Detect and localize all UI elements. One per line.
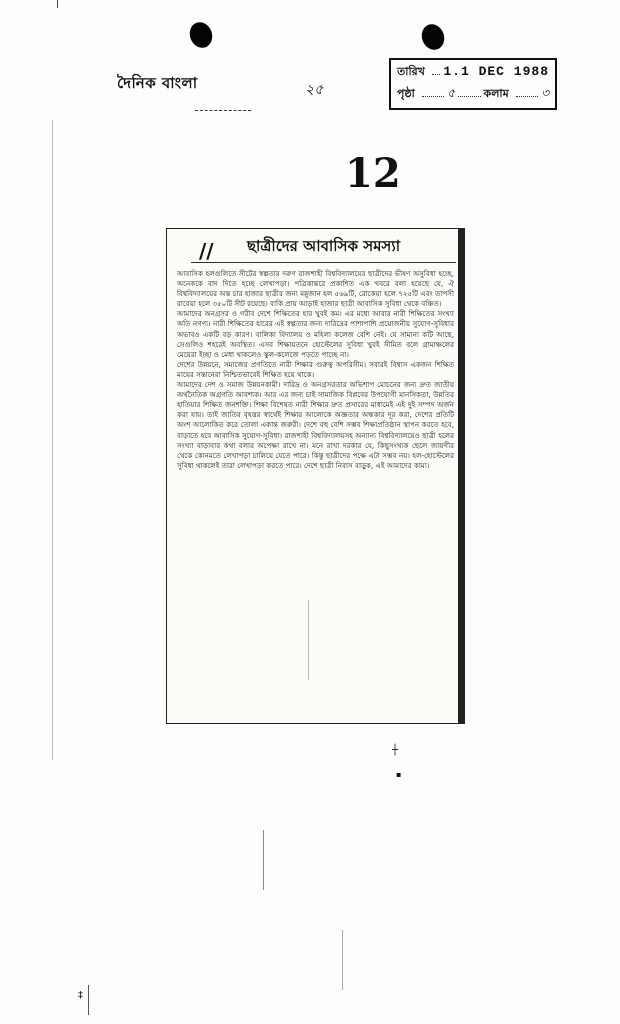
stamp-column-label: কলাম [483, 87, 509, 100]
scan-noise-line [88, 985, 89, 1015]
page-number: 12 [345, 150, 401, 197]
handwritten-mark: ২৫ [305, 82, 324, 98]
scan-speck: ┼ [392, 745, 399, 756]
article-title [191, 235, 456, 263]
article-body [167, 269, 464, 471]
stamp-date-label: তারিখ [397, 65, 425, 78]
date-stamp [389, 58, 557, 110]
scan-speck: ‡ [78, 990, 83, 1001]
stamp-page-value: ৫ [447, 86, 456, 100]
article-paragraph: আমাদের দেশ ও সমাজ উন্নয়নকামী। দারিদ্র ও অনগ্রসরতার অভিশাপ মোচনের জন্য দ্রুত জাতীয় অর্থনৈতিক অগ্রগতি আবশ্যক। আর এর জন্য চাই সামাজিক বিপ্লবের উপযোগী মানসিকতা, উন্নতির হাতিয়ার শিক্ষিত জনশক্তি। শিক্ষা বিশেষত নারী শিক্ষার দ্রুত প্রসারের মাধ্যমেই এই দুই সম্পদ অর্জন করা যায়। তাই জাতির বৃহত্তর স্বার্থেই শিক্ষার আলোকে অজ্ঞতার অন্ধকার দূর করা, দেশের প্রতিটি অংশ আলোকিত করে তোলা একান্ত জরুরী। দেশে বহু বেশি সম্ভব শিক্ষাপ্রতিষ্ঠান স্থাপন করতে হবে, বাড়াতে হবে আবাসিক সুযোগ-সুবিধা। রাজশাহী বিশ্ববিদ্যালয়সহ অন্যান্য বিশ্ববিদ্যালয়েও ছাত্রী হলের সংখ্যা বাড়াবার কথা বলার অপেক্ষা রাখে না। মনে রাখা দরকার যে, কিছুসংখ্যক ছেলে জায়গীর থেকে কোনমতে লেখাপড়া চালিয়ে যেতে পারে। কিন্তু ছাত্রীদের পক্ষে এটা সম্ভব নয়। হল-হোস্টেলের সুবিধা থাকলেই তারা লেখাপড়া করতে পারে। দেশে ছাত্রী নিবাস বাড়ুক, এই আমাদের কাম্য। [177, 380, 454, 470]
stamp-page-label: পৃষ্ঠা [397, 87, 415, 100]
article-paragraph: আমাদের অনগ্রসর ও গরীব দেশে শিক্ষিতের হার খুবই কম। এর মধ্যে আবার নারী শিক্ষিতের সংখ্যা অতি নগণ্য। নারী শিক্ষিতের হারের এই স্বল্পতার জন্য দারিদ্রের পাশাপাশি প্রয়োজনীয় সুযোগ-সুবিধার অভাবও একটি বড় কারণ। বালিকা বিদ্যালয় ও মহিলা কলেজ বেশি নেই। যে সামান্য কটি আছে, সেগুলিও শহরেই অবস্থিত। এসব শিক্ষায়তনে হোস্টেলের সুবিধা খুবই সীমিত বলে গ্রামাঞ্চলের মেয়েরা ইচ্ছা ও মেধা থাকলেও স্কুল-কলেজে পড়তে পাচ্ছে না। [177, 309, 454, 359]
article-paragraph: আবাসিক হলগুলিতে সীটের স্বল্পতার দরুণ রাজশাহী বিশ্ববিদ্যালয়ের ছাত্রীদের ভীষণ অসুবিধা হচ্ছে, অনেককে বাদ দিতে হচ্ছে লেখাপড়া। পত্রিকান্তরে প্রকাশিত এক খবরে বলা হয়েছে যে, ঐ বিশ্ববিদ্যালয়ের অন্ত চার হাজার ছাত্রীর জন্য মন্নুজান হল ৫৬৯টি, রোকেয়া হলে ৭২৫টি এবং তাপসী রাবেয়া হলে ৩৫০টি সীট রয়েছে। বাকি প্রায় আড়াই হাজার ছাত্রী আবাসিক সুবিধা থেকে বঞ্চিত। [177, 269, 454, 309]
stamp-column-value: ৩ [541, 86, 549, 100]
newspaper-clipping [166, 228, 465, 724]
name-underline [195, 110, 251, 111]
newspaper-name: দৈনিক বাংলা [117, 74, 198, 92]
punch-hole-left [186, 19, 216, 51]
scan-noise-line [308, 600, 309, 680]
article-paragraph: দেশের উন্নয়নে, সমাজের প্রগতিতে নারী শিক্ষার গুরুত্ব অপরিসীম। সবারই বিশ্বাস একজন শিক্ষিত মায়ের সন্তানেরা নিশ্চিতভাবেই শিক্ষিত হয়ে থাকে। [177, 359, 454, 379]
article-title-text: ছাত্রীদের আবাসিক সমস্যা [246, 237, 401, 255]
scan-noise-line [52, 120, 53, 760]
title-slash-mark: // [199, 239, 214, 263]
scan-noise-line [57, 0, 58, 8]
scan-speck: ▪ [396, 770, 402, 779]
scan-noise-line [342, 930, 343, 990]
stamp-date-value: 1.1 DEC 1988 [443, 64, 549, 79]
scan-noise-line [263, 830, 264, 890]
punch-hole-right [418, 21, 448, 53]
